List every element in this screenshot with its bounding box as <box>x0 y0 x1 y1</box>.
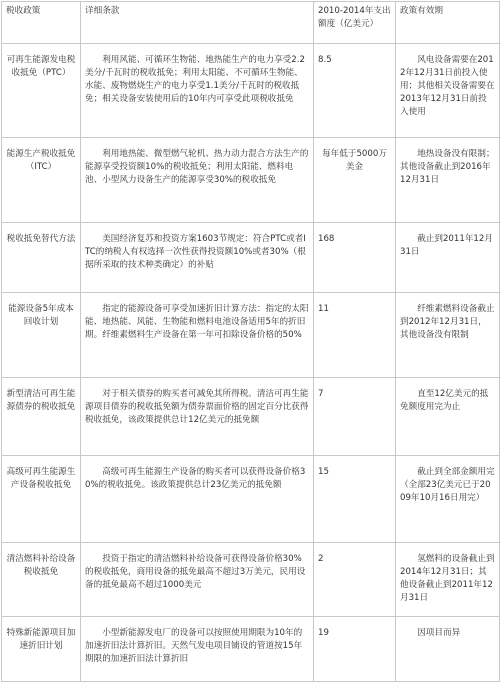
header-details: 详细条款 <box>81 2 314 44</box>
policy-details: 美国经济复苏和投资方案1603节规定：符合PTC或者ITC的纳税人有权选择一次性获得投资额10%或者30%（根据所采取的技术种类确定）的补贴 <box>81 222 314 292</box>
policy-amount: 7 <box>314 377 396 456</box>
table-row <box>2 292 500 377</box>
policy-amount: 168 <box>314 222 396 292</box>
policy-validity: 因项目而异 <box>396 616 500 681</box>
policy-validity: 地热设备没有限制；其他设备截止到2016年12月31日 <box>396 137 500 222</box>
policy-details: 指定的能源设备可享受加速折旧计算方法：指定的太阳能、地热能、风能、生物能和燃料电池设备适用5年的折旧期。纤维素燃料生产设备在第一年可扣除设备价格的50% <box>81 292 314 377</box>
policy-amount: 每年低于5000万美金 <box>314 137 396 222</box>
table-row <box>2 616 500 681</box>
policy-validity: 氢燃料的设备截止到2014年12月31日；其他设备截止到2011年12月31日 <box>396 543 500 616</box>
header-row <box>2 2 500 44</box>
table-row <box>2 543 500 616</box>
policy-name: 清洁燃料补给设备税收抵免 <box>2 543 81 616</box>
policy-name: 新型清洁可再生能源债券的税收抵免 <box>2 377 81 456</box>
policy-name: 高级可再生能源生产设备税收抵免 <box>2 456 81 543</box>
header-validity: 政策有效期 <box>396 2 500 44</box>
policy-amount: 11 <box>314 292 396 377</box>
table-row <box>2 44 500 138</box>
policy-amount: 8.5 <box>314 44 396 138</box>
header-expenditure: 2010-2014年支出额度（亿美元） <box>314 2 396 44</box>
policy-name: 可再生能源发电税收抵免（PTC） <box>2 44 81 138</box>
table-row <box>2 137 500 222</box>
policy-validity: 截止到全部金额用完（全部23亿美元已于2009年10月16日用完） <box>396 456 500 543</box>
policy-table <box>1 1 500 682</box>
policy-details: 投资于指定的清洁燃料补给设备可获得设备价格30%的税收抵免，商用设备的抵免最高不超过3万美元，民用设备的抵免最高不超过1000美元 <box>81 543 314 616</box>
policy-validity: 风电设备需要在2012年12月31日前投入使用；其他相关设备需要在2013年12月31日前投入使用 <box>396 44 500 138</box>
policy-validity: 直至12亿美元的抵免额度用完为止 <box>396 377 500 456</box>
table-row <box>2 377 500 456</box>
policy-sheet <box>1 1 499 682</box>
policy-amount: 2 <box>314 543 396 616</box>
policy-amount: 15 <box>314 456 396 543</box>
policy-details: 高级可再生能源生产设备的购买者可以获得设备价格30%的税收抵免。该政策提供总计23亿美元的抵免额 <box>81 456 314 543</box>
table-row <box>2 456 500 543</box>
policy-name: 能源生产税收抵免（ITC） <box>2 137 81 222</box>
policy-validity: 纤维素燃料设备截止到2012年12月31日，其他设备没有限制 <box>396 292 500 377</box>
policy-details: 对于相关债券的购买者可减免其所得税。清洁可再生能源项目债券的税收抵免额为债券票面价格的固定百分比获得税收抵免，该政策提供总计12亿美元的抵免额 <box>81 377 314 456</box>
policy-name: 特殊新能源项目加速折旧计划 <box>2 616 81 681</box>
policy-details: 利用风能、可循环生物能、地热能生产的电力享受2.2美分/千瓦时的税收抵免；利用太阳能、不可循环生物能、水能、废物燃烧生产的电力享受1.1美分/千瓦时的税收抵免；相关设备安装使用后的10年内可享受此项税收抵免 <box>81 44 314 138</box>
policy-name: 能源设备5年成本回收计划 <box>2 292 81 377</box>
policy-amount: 19 <box>314 616 396 681</box>
policy-details: 小型新能源发电厂的设备可以按照使用期限为10年的加速折旧法计算折旧。天然气发电项目铺设的管道按15年期限的加速折旧法计算折旧 <box>81 616 314 681</box>
header-policy: 税收政策 <box>2 2 81 44</box>
table-row <box>2 222 500 292</box>
policy-validity: 截止到2011年12月31日 <box>396 222 500 292</box>
policy-name: 税收抵免替代方法 <box>2 222 81 292</box>
policy-details: 利用地热能、微型燃气轮机、热力动力混合方法生产的能源享受投资额10%的税收抵免；利用太阳能、燃料电池、小型风力设备生产的能源享受30%的税收抵免 <box>81 137 314 222</box>
